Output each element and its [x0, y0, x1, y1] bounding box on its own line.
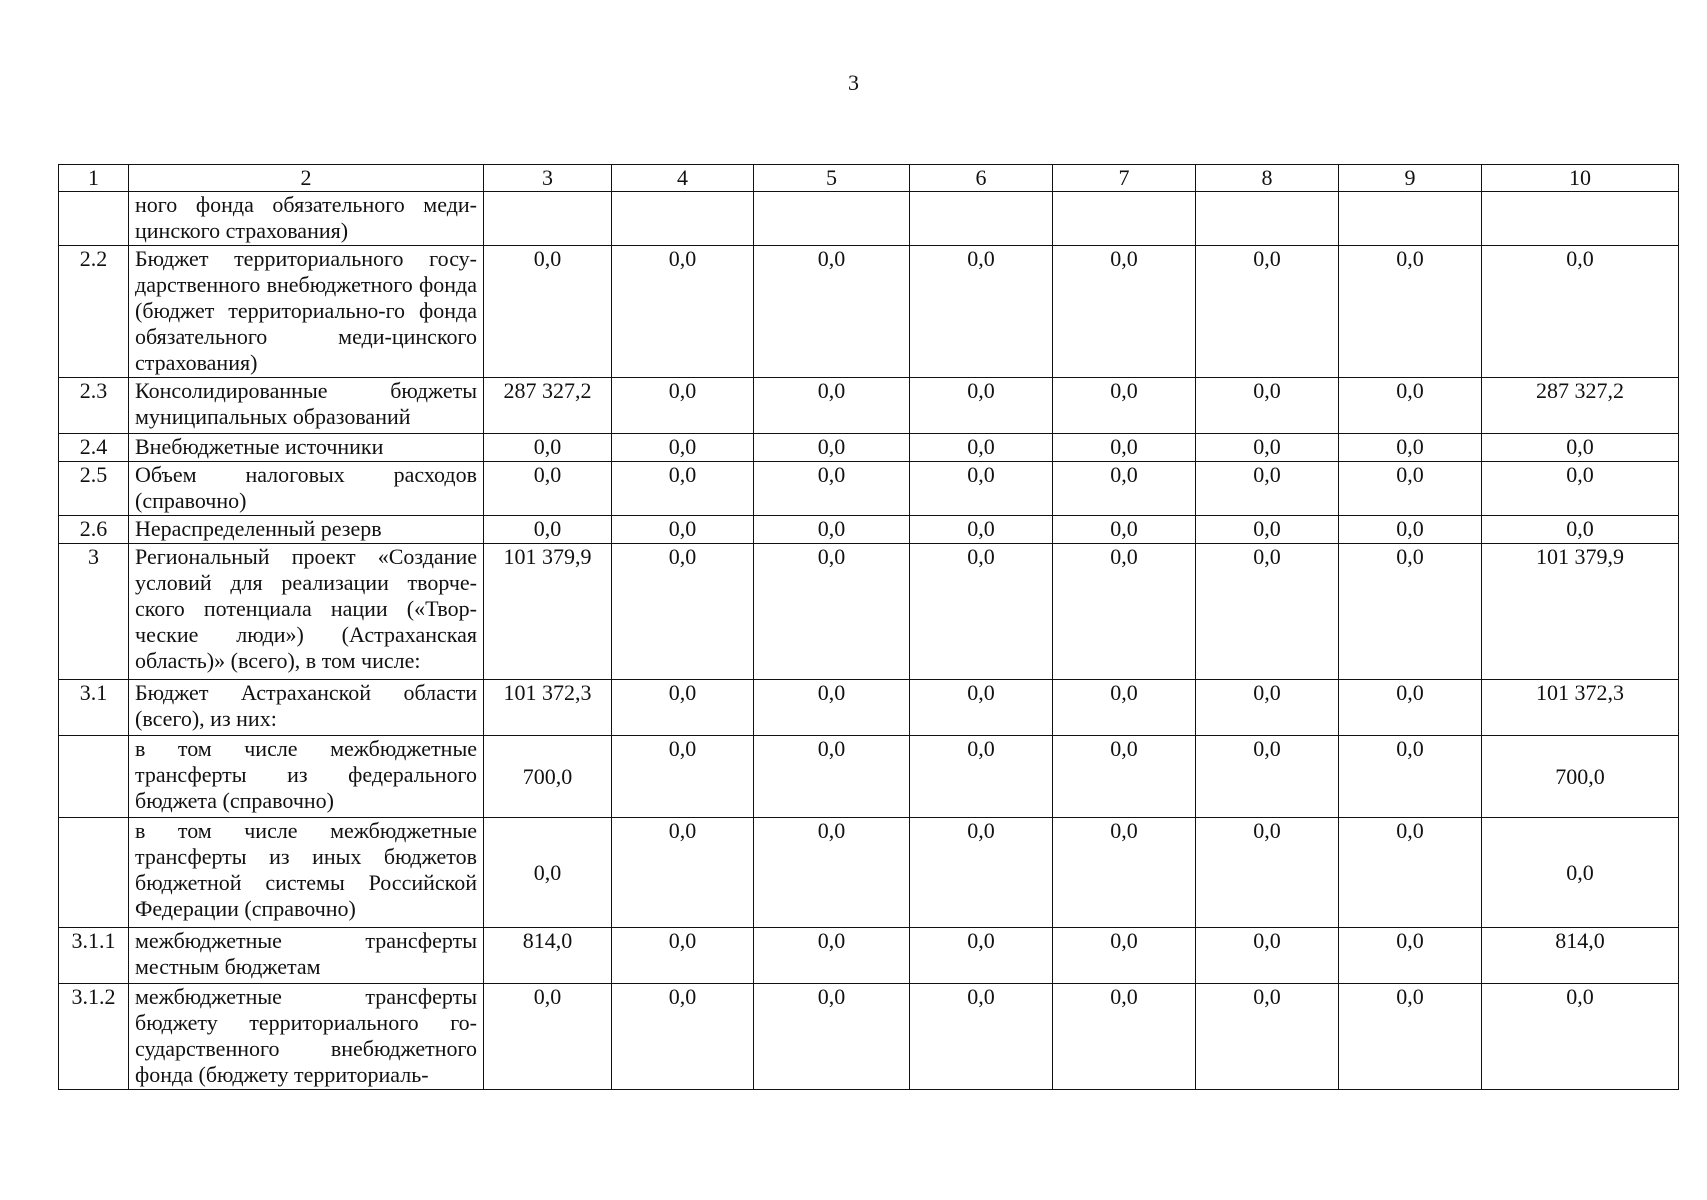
- cell-value: 0,0: [1053, 516, 1196, 544]
- cell-value: [910, 192, 1053, 246]
- cell-value: [1196, 192, 1339, 246]
- table-row: [59, 516, 1679, 544]
- table-row: [59, 192, 1679, 246]
- row-name: в том числе межбюджетные трансферты из федерального бюджета (справочно): [129, 736, 484, 818]
- cell-value: 0,0: [754, 984, 910, 1090]
- cell-value: 0,0: [1482, 246, 1679, 378]
- table-row: [59, 736, 1679, 818]
- cell-value: 0,0: [1339, 246, 1482, 378]
- cell-value: 0,0: [910, 246, 1053, 378]
- table-row: [59, 928, 1679, 984]
- row-name: Внебюджетные источники: [129, 434, 484, 462]
- row-index: 3: [59, 544, 129, 680]
- cell-value: 0,0: [910, 680, 1053, 736]
- column-header: 6: [910, 165, 1053, 192]
- row-index: 3.1: [59, 680, 129, 736]
- cell-value: 0,0: [910, 818, 1053, 928]
- page-number: 3: [848, 70, 859, 95]
- cell-value: 0,0: [1339, 736, 1482, 818]
- cell-value: 0,0: [910, 984, 1053, 1090]
- cell-value: 0,0: [754, 736, 910, 818]
- cell-value: 0,0: [612, 928, 754, 984]
- cell-value: 700,0: [1482, 736, 1679, 818]
- cell-value: 0,0: [1196, 462, 1339, 516]
- cell-value: 0,0: [612, 378, 754, 434]
- row-index: 2.6: [59, 516, 129, 544]
- cell-value: 0,0: [612, 736, 754, 818]
- row-index: [59, 736, 129, 818]
- cell-value: 0,0: [1053, 928, 1196, 984]
- row-name: межбюджетные трансферты местным бюджетам: [129, 928, 484, 984]
- cell-value: 0,0: [612, 544, 754, 680]
- cell-value: 0,0: [754, 462, 910, 516]
- column-header: 2: [129, 165, 484, 192]
- cell-value: 0,0: [1053, 246, 1196, 378]
- cell-value: 0,0: [1196, 516, 1339, 544]
- cell-value: 0,0: [1339, 516, 1482, 544]
- row-index: [59, 192, 129, 246]
- cell-value: 0,0: [1196, 544, 1339, 680]
- cell-value: 0,0: [1482, 434, 1679, 462]
- column-header: 5: [754, 165, 910, 192]
- cell-value: 0,0: [1053, 434, 1196, 462]
- header-row: [59, 165, 1679, 192]
- cell-value: 0,0: [1053, 818, 1196, 928]
- table-row: [59, 818, 1679, 928]
- cell-value: 0,0: [1339, 928, 1482, 984]
- cell-value: 0,0: [1196, 246, 1339, 378]
- cell-value: 0,0: [754, 544, 910, 680]
- column-header: 3: [484, 165, 612, 192]
- cell-value: 0,0: [1053, 984, 1196, 1090]
- row-index: 2.5: [59, 462, 129, 516]
- cell-value: 0,0: [1482, 462, 1679, 516]
- budget-table-container: [58, 164, 1678, 1090]
- row-index: [59, 818, 129, 928]
- cell-value: 0,0: [1053, 378, 1196, 434]
- cell-value: 0,0: [612, 516, 754, 544]
- cell-value: 0,0: [612, 818, 754, 928]
- row-index: 2.4: [59, 434, 129, 462]
- row-name: ного фонда обязательного меди-цинского страхования): [129, 192, 484, 246]
- cell-value: 0,0: [1196, 434, 1339, 462]
- cell-value: 0,0: [1196, 680, 1339, 736]
- cell-value: 700,0: [484, 736, 612, 818]
- table-row: [59, 544, 1679, 680]
- table-row: [59, 462, 1679, 516]
- row-name: Региональный проект «Создание условий для реализации творче-ского потенциала нации («Твор-ческие люди») (Астраханская область)» (всего), в том числе:: [129, 544, 484, 680]
- cell-value: 0,0: [1053, 736, 1196, 818]
- row-name: Нераспределенный резерв: [129, 516, 484, 544]
- cell-value: 0,0: [612, 434, 754, 462]
- cell-value: 0,0: [1053, 680, 1196, 736]
- cell-value: 0,0: [484, 434, 612, 462]
- table-row: [59, 246, 1679, 378]
- table-row: [59, 378, 1679, 434]
- cell-value: 0,0: [1196, 984, 1339, 1090]
- cell-value: 0,0: [1339, 544, 1482, 680]
- cell-value: [484, 192, 612, 246]
- cell-value: 0,0: [1339, 378, 1482, 434]
- cell-value: 0,0: [612, 462, 754, 516]
- column-header: 7: [1053, 165, 1196, 192]
- budget-table: [58, 164, 1679, 1090]
- cell-value: [612, 192, 754, 246]
- cell-value: 0,0: [910, 378, 1053, 434]
- cell-value: 0,0: [1339, 462, 1482, 516]
- row-name: Бюджет территориального госу-дарственного внебюджетного фонда (бюджет территориально-го фонда обязательного меди-цинского страхования): [129, 246, 484, 378]
- cell-value: 0,0: [1482, 818, 1679, 928]
- cell-value: 0,0: [612, 984, 754, 1090]
- cell-value: [1339, 192, 1482, 246]
- cell-value: 0,0: [484, 246, 612, 378]
- row-index: 2.2: [59, 246, 129, 378]
- row-name: Консолидированные бюджеты муниципальных образований: [129, 378, 484, 434]
- cell-value: 0,0: [1339, 984, 1482, 1090]
- cell-value: 0,0: [910, 516, 1053, 544]
- cell-value: 0,0: [910, 434, 1053, 462]
- cell-value: 0,0: [1196, 736, 1339, 818]
- row-name: Объем налоговых расходов (справочно): [129, 462, 484, 516]
- cell-value: [1053, 192, 1196, 246]
- cell-value: 0,0: [910, 928, 1053, 984]
- cell-value: 101 379,9: [1482, 544, 1679, 680]
- cell-value: 0,0: [754, 246, 910, 378]
- column-header: 10: [1482, 165, 1679, 192]
- table-row: [59, 984, 1679, 1090]
- cell-value: 0,0: [754, 928, 910, 984]
- cell-value: 0,0: [754, 378, 910, 434]
- cell-value: 287 327,2: [484, 378, 612, 434]
- row-index: 2.3: [59, 378, 129, 434]
- cell-value: 101 372,3: [484, 680, 612, 736]
- cell-value: 0,0: [1482, 516, 1679, 544]
- cell-value: 0,0: [754, 516, 910, 544]
- table-row: [59, 434, 1679, 462]
- cell-value: 101 372,3: [1482, 680, 1679, 736]
- cell-value: [1482, 192, 1679, 246]
- cell-value: 0,0: [612, 680, 754, 736]
- cell-value: 0,0: [484, 462, 612, 516]
- cell-value: 0,0: [1339, 818, 1482, 928]
- cell-value: 0,0: [754, 434, 910, 462]
- cell-value: 0,0: [1196, 928, 1339, 984]
- cell-value: [754, 192, 910, 246]
- cell-value: 0,0: [484, 818, 612, 928]
- cell-value: 0,0: [484, 984, 612, 1090]
- cell-value: 0,0: [1053, 462, 1196, 516]
- cell-value: 0,0: [1339, 434, 1482, 462]
- cell-value: 0,0: [1482, 984, 1679, 1090]
- cell-value: 0,0: [910, 544, 1053, 680]
- cell-value: 0,0: [910, 736, 1053, 818]
- row-name: межбюджетные трансферты бюджету территориального го-сударственного внебюджетного фонда (бюджету территориаль-: [129, 984, 484, 1090]
- cell-value: 101 379,9: [484, 544, 612, 680]
- row-index: 3.1.2: [59, 984, 129, 1090]
- column-header: 4: [612, 165, 754, 192]
- column-header: 1: [59, 165, 129, 192]
- cell-value: 814,0: [1482, 928, 1679, 984]
- cell-value: 814,0: [484, 928, 612, 984]
- cell-value: 0,0: [1339, 680, 1482, 736]
- cell-value: 0,0: [1196, 818, 1339, 928]
- row-name: Бюджет Астраханской области (всего), из них:: [129, 680, 484, 736]
- row-index: 3.1.1: [59, 928, 129, 984]
- table-row: [59, 680, 1679, 736]
- cell-value: 287 327,2: [1482, 378, 1679, 434]
- cell-value: 0,0: [754, 680, 910, 736]
- cell-value: 0,0: [754, 818, 910, 928]
- cell-value: 0,0: [484, 516, 612, 544]
- column-header: 8: [1196, 165, 1339, 192]
- row-name: в том числе межбюджетные трансферты из иных бюджетов бюджетной системы Российской Федерации (справочно): [129, 818, 484, 928]
- cell-value: 0,0: [1053, 544, 1196, 680]
- column-header: 9: [1339, 165, 1482, 192]
- cell-value: 0,0: [910, 462, 1053, 516]
- cell-value: 0,0: [1196, 378, 1339, 434]
- cell-value: 0,0: [612, 246, 754, 378]
